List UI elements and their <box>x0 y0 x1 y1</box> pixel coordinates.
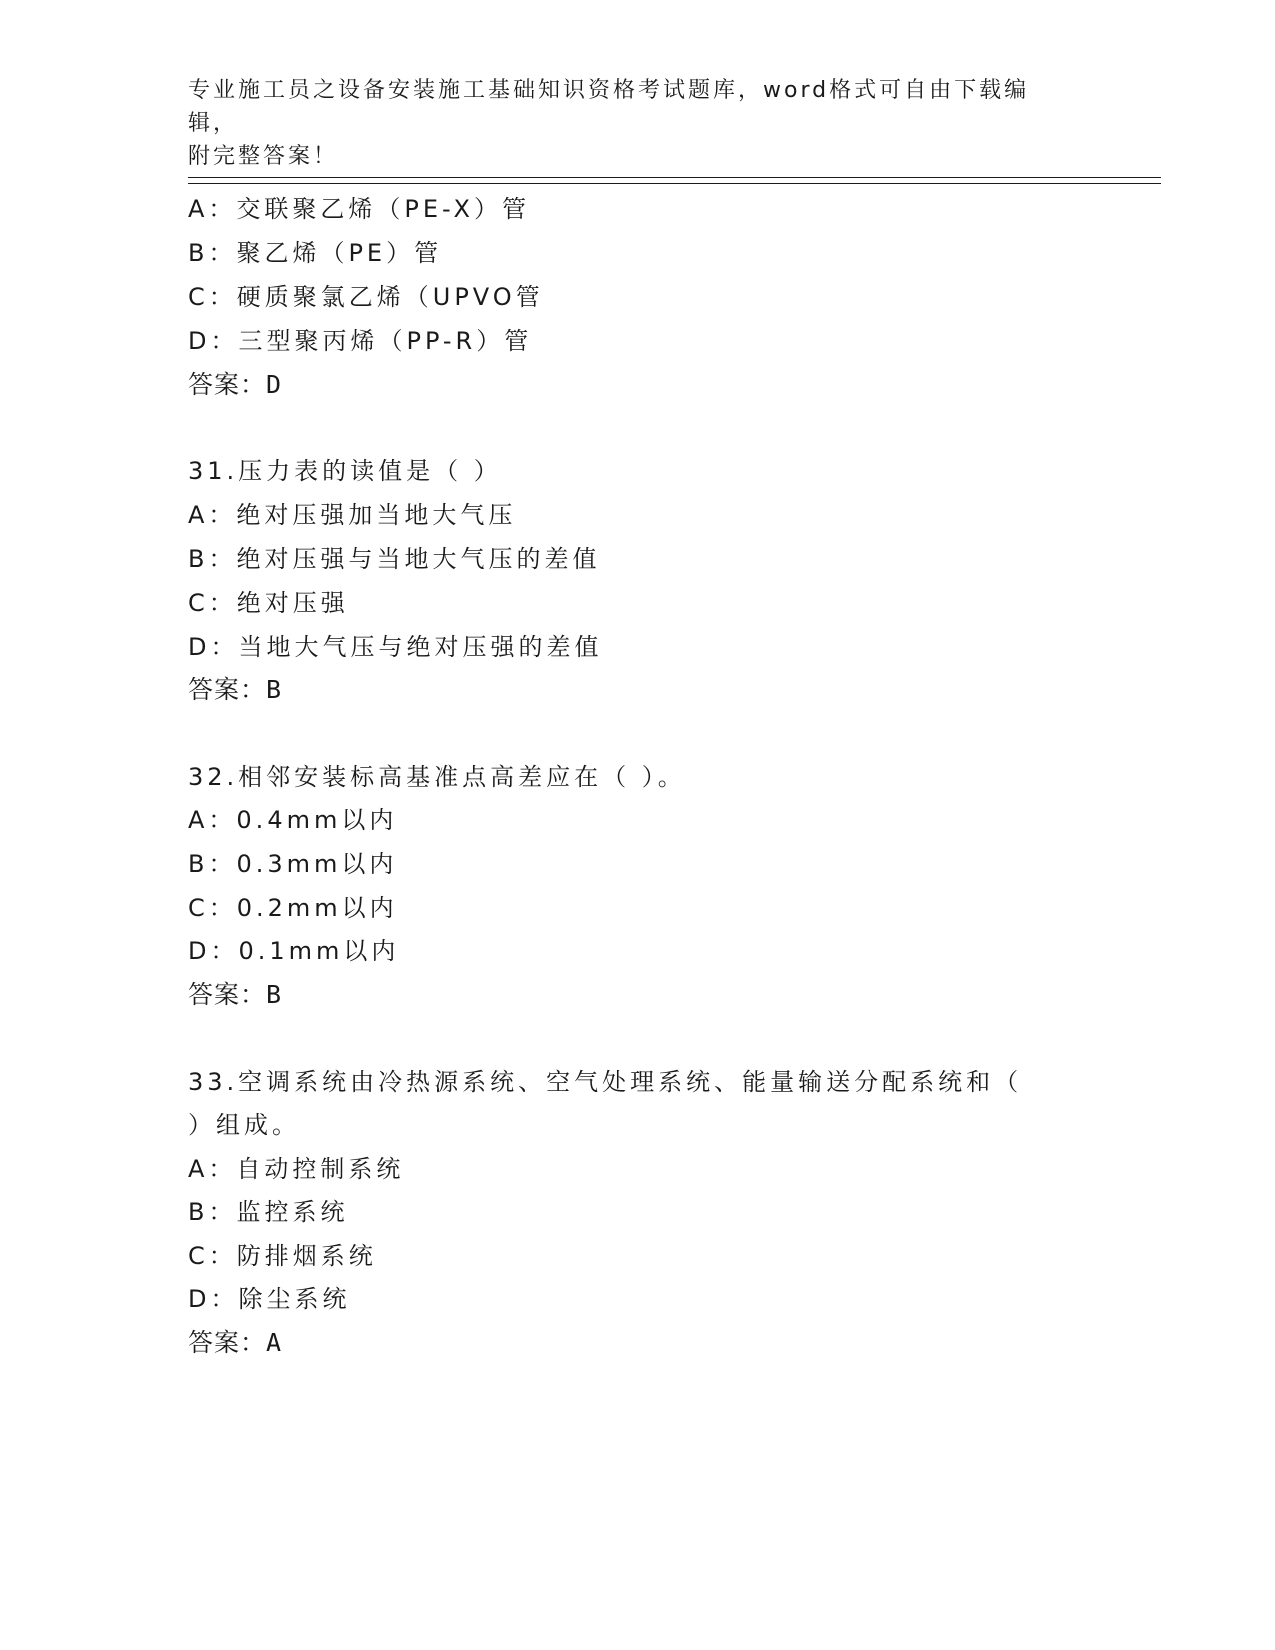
q31-answer-label: 答案： <box>188 675 267 704</box>
q32-answer-label: 答案： <box>188 980 267 1009</box>
q32-answer <box>188 978 281 1012</box>
q32-question: 32.相邻安装标高基准点高差应在（ ）。 <box>188 763 686 791</box>
q31-option-d: D：当地大气压与绝对压强的差值 <box>188 633 603 661</box>
q33-option-b: B：监控系统 <box>188 1198 349 1226</box>
q30-answer-label: 答案： <box>188 370 267 399</box>
q33-answer-value: A <box>266 1328 282 1357</box>
q33-question-line-1: 33.空调系统由冷热源系统、空气处理系统、能量输送分配系统和（ <box>188 1068 1023 1096</box>
q33-answer <box>188 1326 281 1360</box>
q32-option-d: D：0.1mm以内 <box>188 937 400 965</box>
document-header <box>188 74 1068 173</box>
q33-option-c: C：防排烟系统 <box>188 1242 377 1270</box>
q31-answer <box>188 673 281 707</box>
q30-option-c: C：硬质聚氯乙烯（UPVO管 <box>188 283 544 311</box>
q31-option-c: C：绝对压强 <box>188 589 349 617</box>
q30-answer <box>188 368 281 402</box>
q32-option-c: C：0.2mm以内 <box>188 894 398 922</box>
header-divider-top <box>188 177 1161 178</box>
q32-option-a: A：0.4mm以内 <box>188 806 398 834</box>
header-line-2: 附完整答案！ <box>188 144 339 169</box>
header-line-1: 专业施工员之设备安装施工基础知识资格考试题库，word格式可自由下载编辑， <box>188 78 1030 136</box>
q31-question: 31.压力表的读值是（ ） <box>188 457 502 485</box>
q33-question-line-2: ）组成。 <box>188 1111 300 1139</box>
q31-answer-value: B <box>266 675 282 704</box>
q33-answer-label: 答案： <box>188 1328 267 1357</box>
q33-option-d: D：除尘系统 <box>188 1285 351 1313</box>
q31-option-b: B：绝对压强与当地大气压的差值 <box>188 545 601 573</box>
q32-option-b: B：0.3mm以内 <box>188 850 398 878</box>
q30-option-d: D：三型聚丙烯（PP-R）管 <box>188 327 533 355</box>
q31-option-a: A：绝对压强加当地大气压 <box>188 501 517 529</box>
q30-option-b: B：聚乙烯（PE）管 <box>188 239 443 267</box>
q30-answer-value: D <box>266 370 282 399</box>
header-divider-bottom <box>188 183 1161 184</box>
q32-answer-value: B <box>266 980 282 1009</box>
q33-option-a: A：自动控制系统 <box>188 1155 405 1183</box>
q30-option-a: A：交联聚乙烯（PE-X）管 <box>188 195 530 223</box>
